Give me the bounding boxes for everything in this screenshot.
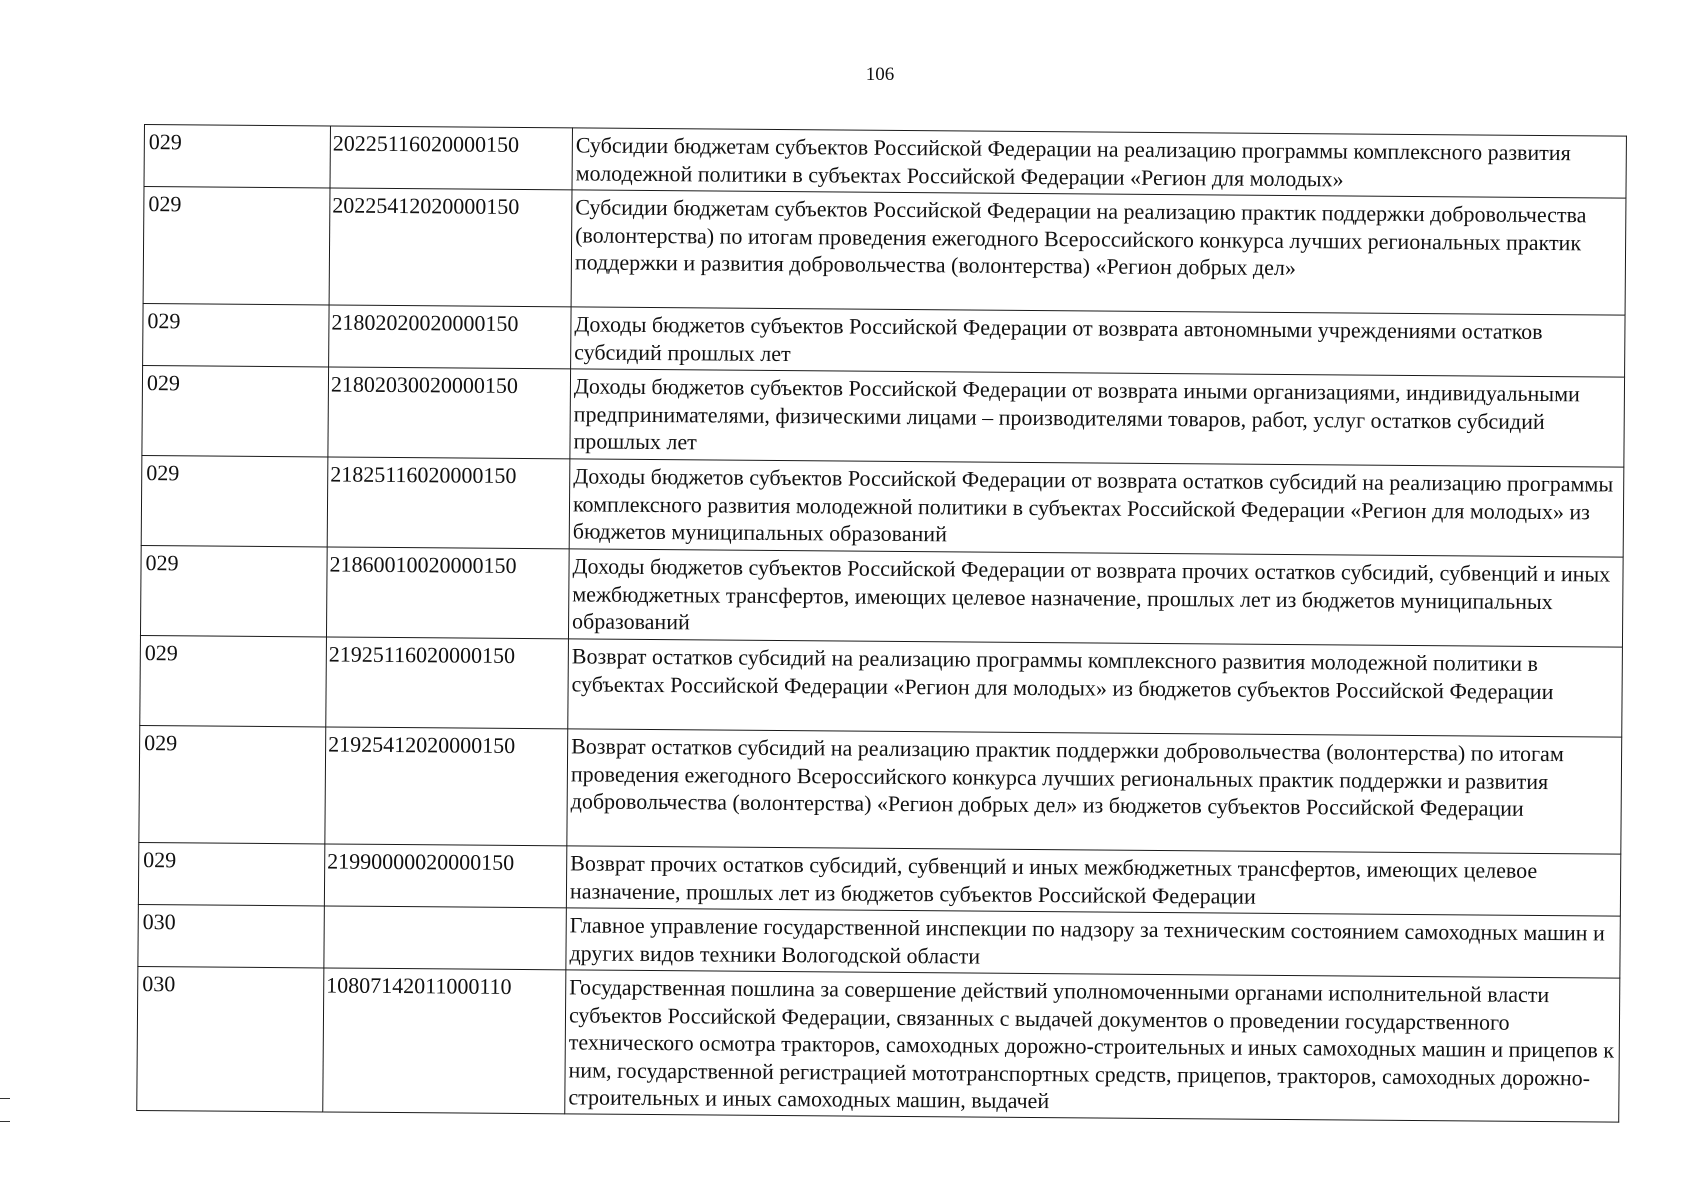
admin-code-cell: 030 <box>137 966 324 1111</box>
kbk-code-cell: 21860010020000150 <box>326 547 569 639</box>
kbk-code-cell: 21925412020000150 <box>325 727 568 846</box>
admin-code-cell: 029 <box>138 842 324 905</box>
table-row <box>139 725 1622 854</box>
margin-mark <box>0 1098 10 1122</box>
admin-code-cell: 029 <box>139 725 326 843</box>
description-cell: Доходы бюджетов субъектов Российской Федерации от возврата прочих остатков субсидий, субвенций и иных межбюджетных трансфертов, имеющих целевое назначение, прошлых лет из бюджетов муниципальных образований <box>568 549 1623 647</box>
kbk-code-cell: 21990000020000150 <box>324 844 566 908</box>
description-cell: Возврат прочих остатков субсидий, субвенций и иных межбюджетных трансфертов, имеющих целевое назначение, прошлых лет из бюджетов субъектов Российской Федерации <box>566 846 1620 916</box>
description-cell: Доходы бюджетов субъектов Российской Федерации от возврата иными организациями, индивидуальными предпринимателями, физическими лицами – производителями товаров, работ, услуг остатков субсидий прошлых лет <box>570 369 1625 467</box>
description-cell: Субсидии бюджетам субъектов Российской Федерации на реализацию программы комплексного развития молодежной политики в субъектах Российской Федерации «Регион для молодых» <box>572 128 1626 198</box>
admin-code-cell: 029 <box>143 303 329 366</box>
admin-code-cell: 029 <box>143 187 330 305</box>
admin-code-cell: 029 <box>142 365 329 456</box>
table-row <box>137 966 1620 1122</box>
table-row <box>143 303 1625 377</box>
kbk-code-cell: 21925116020000150 <box>326 637 569 729</box>
kbk-code-cell: 21802020020000150 <box>329 305 571 369</box>
description-cell: Возврат остатков субсидий на реализацию практик поддержки добровольчества (волонтерства) по итогам проведения ежегодного Всероссийского конкурса лучших региональных практик поддержки и развития добровольчества (волонтерства) «Регион добрых дел» из бюджетов субъектов Российской Федерации <box>567 729 1622 854</box>
description-cell: Возврат остатков субсидий на реализацию программы комплексного развития молодежной политики в субъектах Российской Федерации «Регион для молодых» из бюджетов субъектов Российской Федерации <box>568 639 1623 737</box>
table-row <box>138 904 1620 978</box>
admin-code-cell: 029 <box>141 455 328 546</box>
page-number: 106 <box>865 64 895 85</box>
kbk-code-cell <box>324 906 566 970</box>
kbk-code-cell: 20225116020000150 <box>330 126 572 190</box>
description-cell: Доходы бюджетов субъектов Российской Федерации от возврата автономными учреждениями остатков субсидий прошлых лет <box>571 307 1625 377</box>
table-row <box>141 455 1624 557</box>
admin-code-cell: 029 <box>140 635 327 726</box>
admin-code-cell: 029 <box>144 125 330 188</box>
table-row <box>138 842 1620 916</box>
description-cell: Государственная пошлина за совершение действий уполномоченными органами исполнительной власти субъектов Российской Федерации, связанных с выдачей документов о проведении государственного технического осмотра тракторов, самоходных дорожно-строительных и иных самоходных машин и прицепов к ним, государственной регистрацией мототранспортных средств, прицепов, тракторов, самоходных дорожно-строительных и иных самоходных машин, выдачей <box>565 970 1620 1122</box>
kbk-code-cell: 10807142011000110 <box>323 968 566 1114</box>
description-cell: Субсидии бюджетам субъектов Российской Федерации на реализацию практик поддержки добровольчества (волонтерства) по итогам проведения ежегодного Всероссийского конкурса лучших региональных практик поддержки и развития добровольчества (волонтерства) «Регион добрых дел» <box>571 190 1626 315</box>
table-row <box>140 635 1623 737</box>
description-cell: Доходы бюджетов субъектов Российской Федерации от возврата остатков субсидий на реализацию программы комплексного развития молодежной политики в субъектах Российской Федерации «Регион для молодых» из бюджетов муниципальных образований <box>569 459 1624 557</box>
revenue-classification-table <box>136 124 1627 1123</box>
table-row <box>140 545 1623 647</box>
kbk-code-cell: 20225412020000150 <box>329 188 572 307</box>
table-row <box>143 187 1626 316</box>
kbk-code-cell: 21825116020000150 <box>327 457 570 549</box>
admin-code-cell: 029 <box>140 545 327 636</box>
admin-code-cell: 030 <box>138 904 324 967</box>
description-cell: Главное управление государственной инспекции по надзору за техническим состоянием самоходных машин и других видов техники Вологодской области <box>566 908 1620 978</box>
table-row <box>144 125 1626 199</box>
table-row <box>142 365 1625 467</box>
kbk-code-cell: 21802030020000150 <box>328 367 571 459</box>
